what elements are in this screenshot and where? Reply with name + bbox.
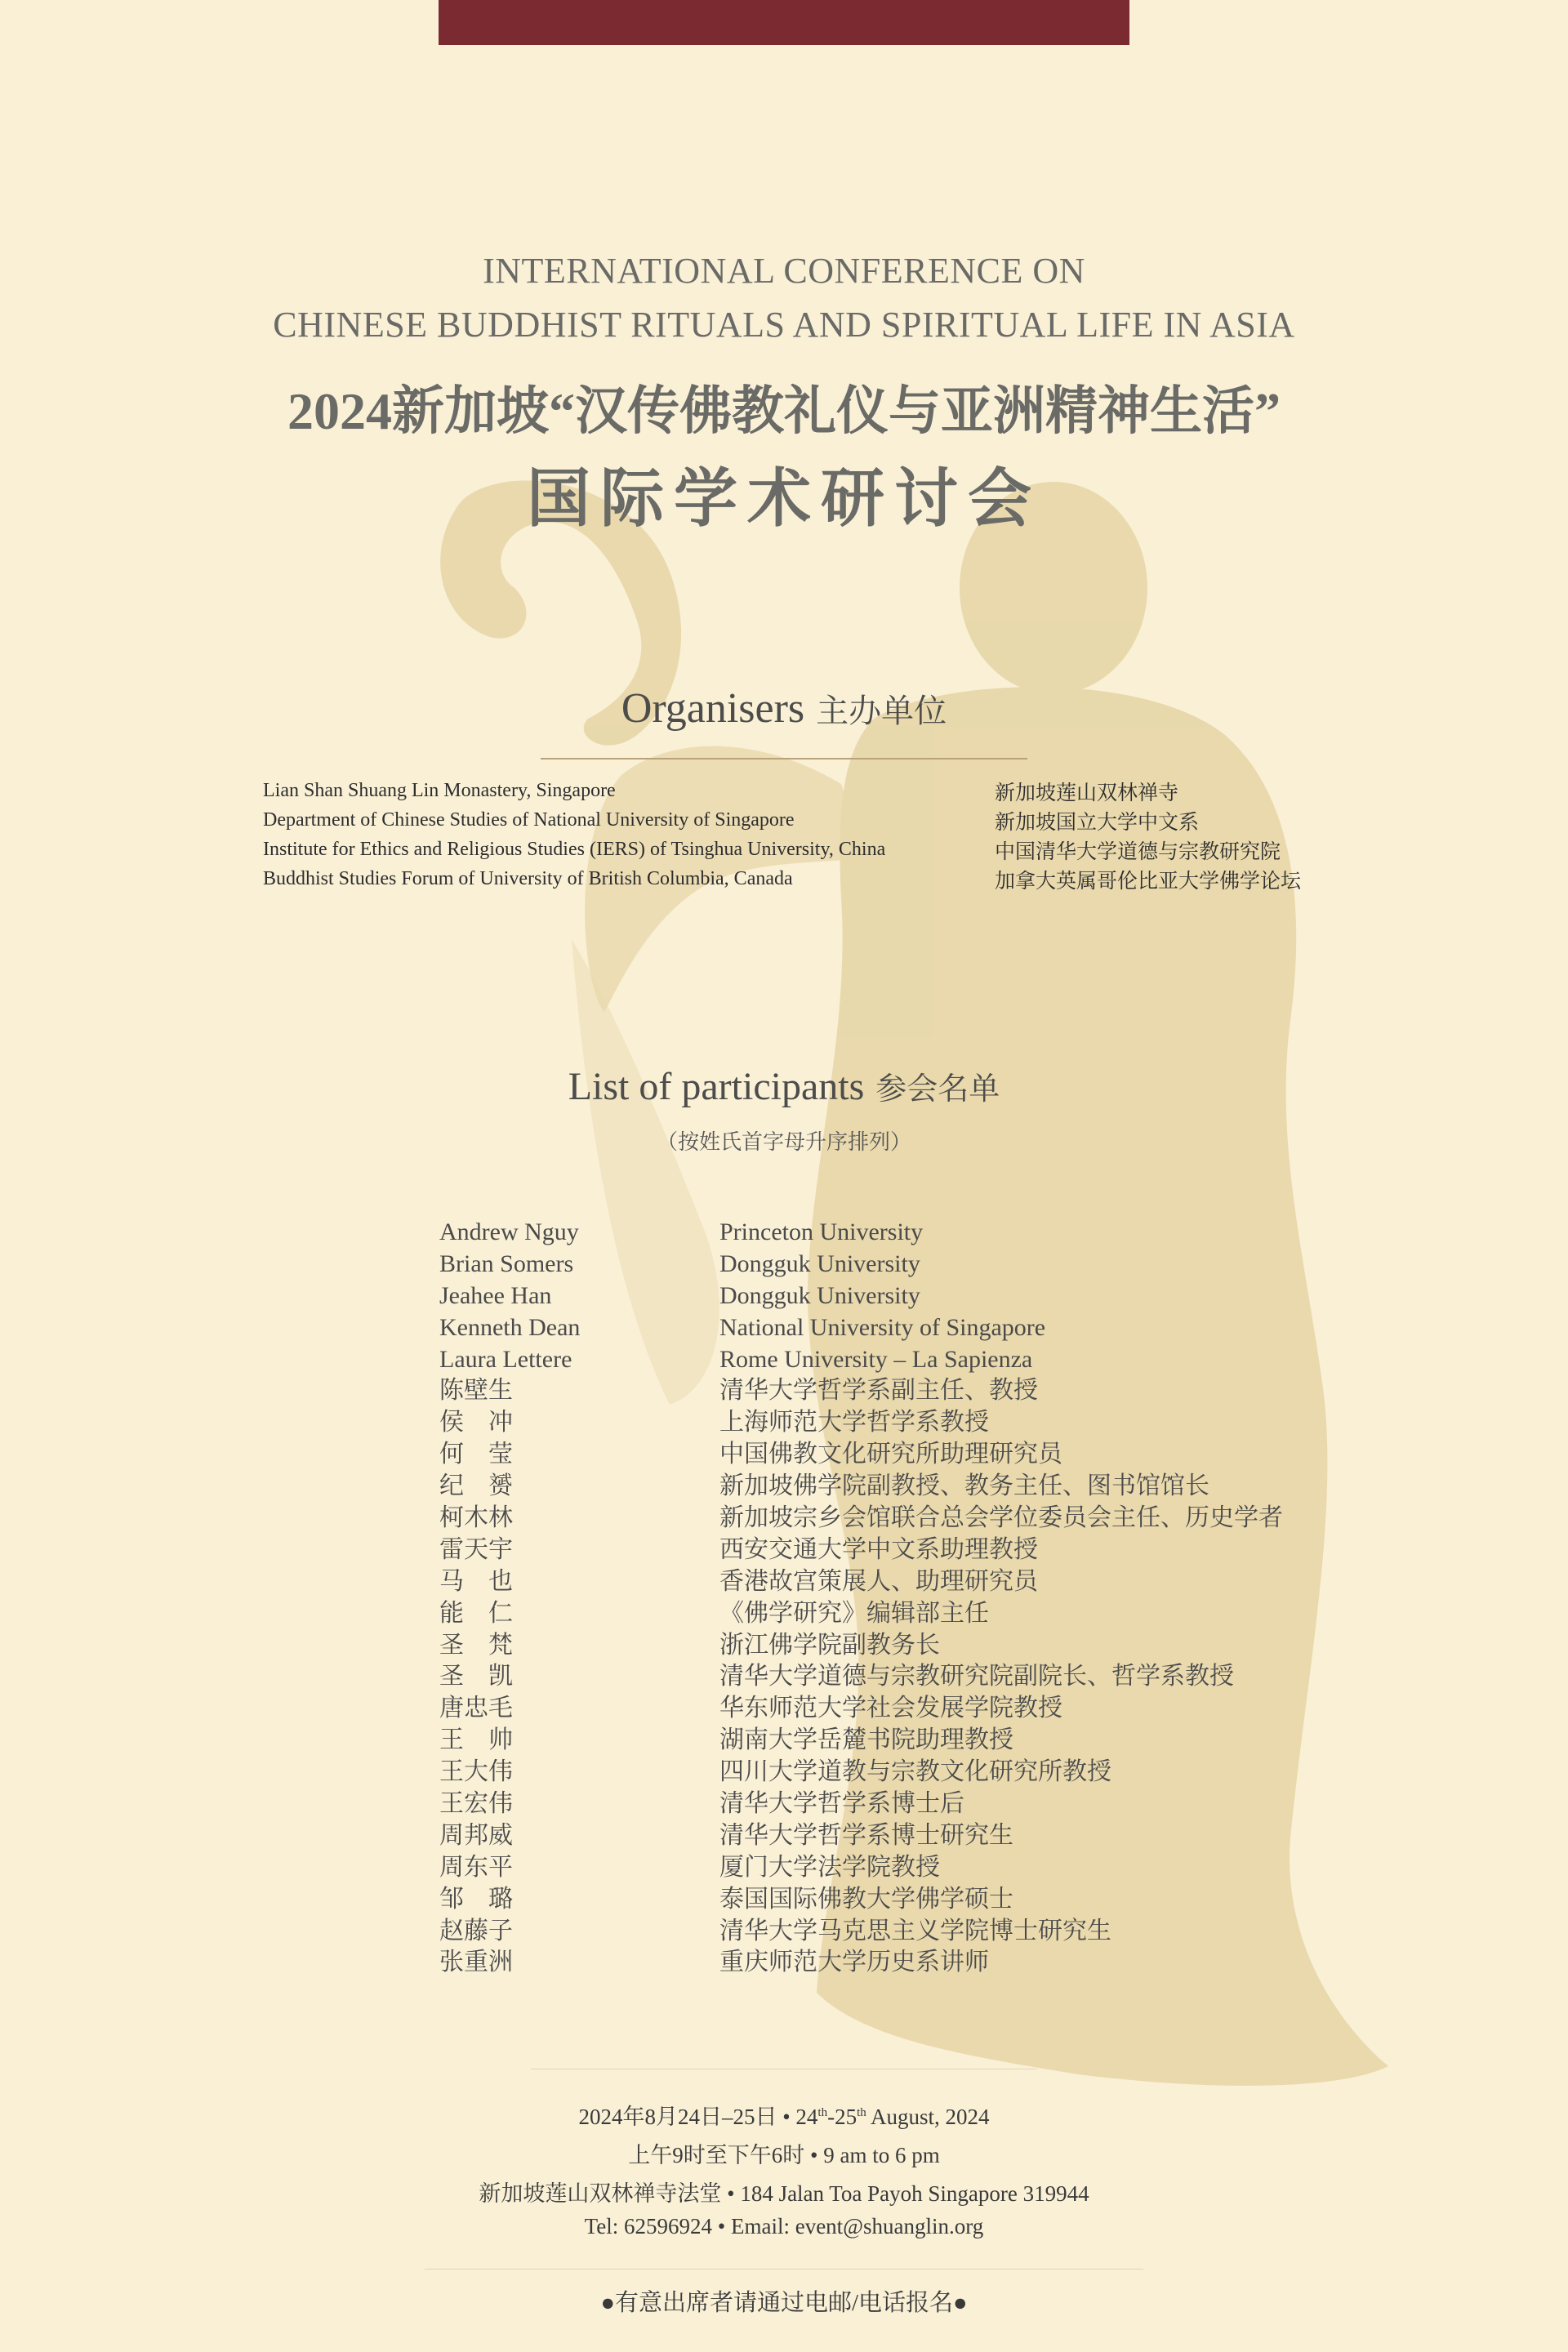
participant-affiliation: 厦门大学法学院教授 [719, 1853, 940, 1881]
date-en-suffix2: th [857, 2106, 866, 2119]
participant-affiliation: National University of Singapore [719, 1313, 1046, 1341]
participant-name: 赵藤子 [439, 1917, 513, 1944]
participants-heading [0, 1063, 1568, 1109]
participant-affiliation: Dongguk University [719, 1281, 920, 1309]
tel: Tel: 62596924 [584, 2214, 713, 2238]
title-cn-line1: 2024新加坡“汉传佛教礼仪与亚洲精神生活” [287, 382, 1281, 440]
participant-name: Andrew Nguy [439, 1218, 579, 1245]
participant-affiliation: 湖南大学岳麓书院助理教授 [719, 1726, 1013, 1754]
title-en-line1: INTERNATIONAL CONFERENCE ON [483, 251, 1085, 291]
participant-affiliation: 西安交通大学中文系助理教授 [719, 1535, 1038, 1563]
footer-time [0, 2137, 1568, 2169]
date-en-day2: -25 [827, 2105, 858, 2129]
separator-dot: • [712, 2214, 731, 2238]
separator-dot: • [777, 2105, 796, 2129]
bullet-icon: ● [600, 2290, 615, 2316]
bullet-icon: ● [953, 2290, 968, 2316]
organiser-cn: 中国清华大学道德与宗教研究院 [995, 840, 1281, 863]
participant-affiliation: Rome University – La Sapienza [719, 1345, 1033, 1373]
participant-affiliation: 清华大学马克思主义学院博士研究生 [719, 1917, 1111, 1944]
organiser-cn: 新加坡国立大学中文系 [995, 810, 1200, 834]
participants-heading-en: List of participants [568, 1065, 865, 1108]
date-en-day1: 24 [795, 2105, 818, 2129]
participant-name: 雷天宇 [439, 1535, 513, 1563]
participant-name: 王 帅 [439, 1726, 513, 1754]
organisers-heading-cn: 主办单位 [816, 693, 947, 729]
participant-affiliation: 清华大学哲学系副主任、教授 [719, 1377, 1038, 1405]
organiser-en: Institute for Ethics and Religious Studies (IERS) of Tsinghua University, China [263, 839, 886, 860]
participant-name: Jeahee Han [439, 1281, 552, 1309]
organisers-heading-en: Organisers [621, 685, 805, 732]
participant-name: 陈壁生 [439, 1377, 513, 1405]
participant-name: 张重洲 [439, 1949, 513, 1976]
participant-affiliation: Princeton University [719, 1218, 924, 1245]
participant-name: 侯 冲 [439, 1409, 513, 1437]
organiser-en: Lian Shan Shuang Lin Monastery, Singapore [263, 780, 616, 801]
participant-affiliation: 清华大学哲学系博士后 [719, 1790, 964, 1818]
participant-affiliation: 中国佛教文化研究所助理研究员 [719, 1441, 1062, 1468]
participant-name: 周邦威 [439, 1821, 513, 1849]
participant-name: 何 莹 [439, 1441, 513, 1468]
participant-affiliation: 浙江佛学院副教务长 [719, 1631, 940, 1659]
participant-affiliation: 华东师范大学社会发展学院教授 [719, 1695, 1062, 1722]
participant-affiliation: 上海师范大学哲学系教授 [719, 1409, 989, 1437]
organisers-list-cn [995, 778, 1301, 896]
participant-affiliation: 四川大学道教与宗教文化研究所教授 [719, 1758, 1111, 1786]
participant-name: 纪 赟 [439, 1472, 513, 1500]
participant-name: 邹 璐 [439, 1885, 513, 1913]
participants-heading-cn: 参会名单 [875, 1072, 1000, 1107]
separator-dot: • [721, 2181, 741, 2206]
participant-affiliation: 香港故宫策展人、助理研究员 [719, 1567, 1038, 1595]
registration-text: 有意出席者请通过电邮/电话报名 [614, 2290, 954, 2316]
title-cn-line2: 国际学术研讨会 [526, 463, 1041, 534]
organisers-heading [0, 684, 1568, 733]
participant-name: 王宏伟 [439, 1790, 513, 1818]
participant-name: 能 仁 [439, 1599, 513, 1627]
participant-name: 唐忠毛 [439, 1695, 513, 1722]
organiser-en: Department of Chinese Studies of National University of Singapore [263, 809, 795, 831]
footer-venue [0, 2176, 1568, 2207]
date-en-suffix1: th [817, 2106, 828, 2119]
participant-name: 圣 凯 [439, 1663, 513, 1690]
participant-name: Brian Somers [439, 1250, 574, 1277]
separator-dot: • [804, 2143, 824, 2167]
email-link[interactable]: Email: event@shuanglin.org [730, 2214, 984, 2238]
participant-name: 王大伟 [439, 1758, 513, 1786]
participant-name: Kenneth Dean [439, 1313, 581, 1341]
participant-affiliation: 清华大学道德与宗教研究院副院长、哲学系教授 [719, 1663, 1234, 1690]
organisers-list-en [263, 776, 885, 893]
time-en: 9 am to 6 pm [823, 2143, 940, 2167]
venue-cn: 新加坡莲山双林禅寺法堂 [479, 2181, 722, 2206]
time-cn: 上午9时至下午6时 [628, 2143, 805, 2167]
organiser-cn: 新加坡莲山双林禅寺 [995, 781, 1179, 804]
organisers-divider [541, 758, 1027, 760]
registration-note [0, 2284, 1568, 2318]
date-en-month-year: August, 2024 [866, 2105, 990, 2129]
participant-affiliation: Dongguk University [719, 1250, 920, 1277]
date-cn: 2024年8月24日–25日 [578, 2105, 777, 2129]
footer-date [0, 2099, 1568, 2131]
participant-affiliation: 泰国国际佛教大学佛学硕士 [719, 1885, 1013, 1913]
participants-sort-note: （按姓氏首字母升序排列） [656, 1130, 911, 1154]
participant-name: 圣 梵 [439, 1631, 513, 1659]
participant-affiliation: 清华大学哲学系博士研究生 [719, 1821, 1013, 1849]
participant-affiliation: 新加坡佛学院副教授、教务主任、图书馆馆长 [719, 1472, 1209, 1500]
title-en-line2: CHINESE BUDDHIST RITUALS AND SPIRITUAL LIFE IN ASIA [273, 305, 1295, 345]
organiser-cn: 加拿大英属哥伦比亚大学佛学论坛 [995, 869, 1302, 893]
participant-name: 柯木林 [439, 1504, 513, 1532]
participant-name: 马 也 [439, 1567, 513, 1595]
venue-en: 184 Jalan Toa Payoh Singapore 319944 [740, 2181, 1089, 2206]
participant-name: Laura Lettere [439, 1345, 572, 1373]
footer-divider-bottom [425, 2269, 1143, 2270]
participant-affiliation: 《佛学研究》编辑部主任 [719, 1599, 989, 1627]
organiser-en: Buddhist Studies Forum of University of British Columbia, Canada [263, 868, 793, 889]
participant-affiliation: 新加坡宗乡会馆联合总会学位委员会主任、历史学者 [719, 1504, 1283, 1532]
participant-name: 周东平 [439, 1853, 513, 1881]
participant-affiliation: 重庆师范大学历史系讲师 [719, 1949, 989, 1976]
footer-contact [0, 2214, 1568, 2239]
